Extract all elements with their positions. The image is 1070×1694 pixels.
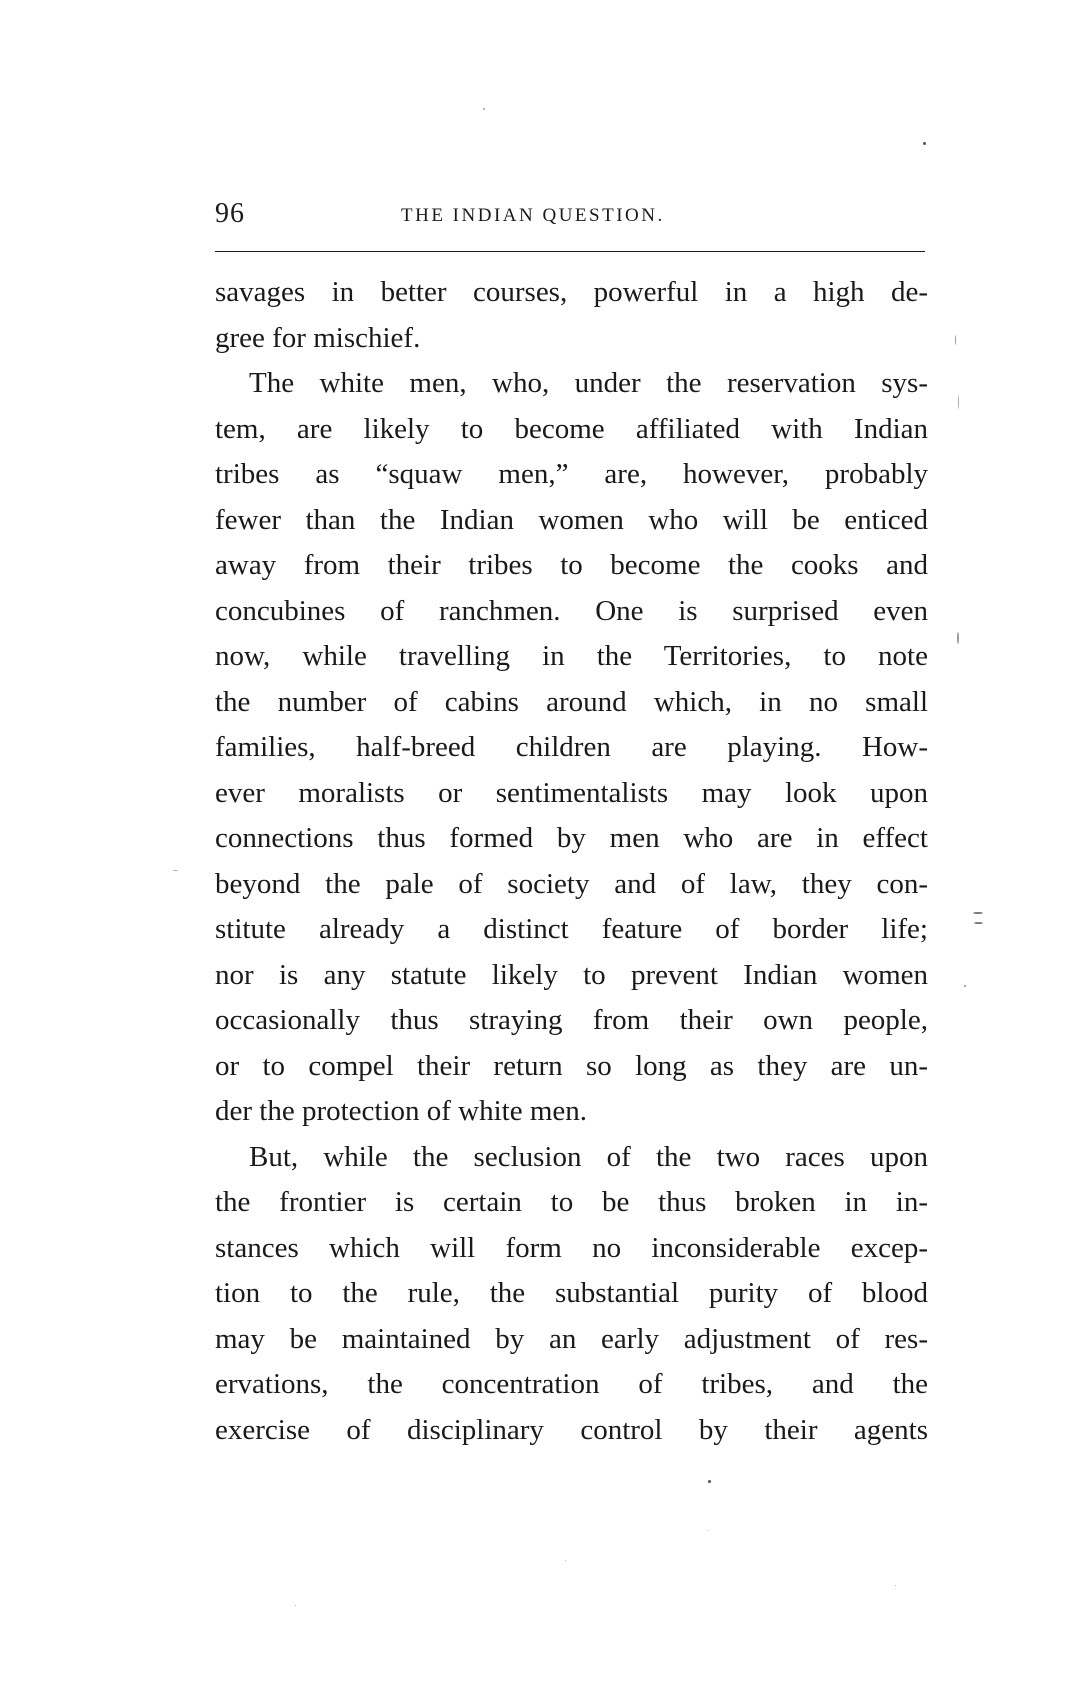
text-line: or to compel their return so long as they are un-	[215, 1049, 928, 1082]
body-text	[215, 270, 928, 1453]
text-line: ervations, the concentration of tribes, and the	[215, 1368, 928, 1400]
text-line: But, while the seclusion of the two races upon	[249, 1140, 928, 1173]
text-line: der the protection of white men.	[215, 1095, 588, 1127]
scan-speck	[708, 1480, 711, 1483]
scan-speck	[957, 632, 959, 644]
scan-speck	[895, 1585, 896, 1586]
text-line: tribes as “squaw men,” are, however, probably	[215, 458, 928, 490]
scan-speck	[483, 108, 485, 110]
running-title: THE INDIAN QUESTION.	[401, 205, 665, 226]
text-line: the frontier is certain to be thus broken in in-	[215, 1186, 928, 1218]
text-line: families, half-breed children are playing. How-	[215, 731, 928, 763]
text-line: concubines of ranchmen. One is surprised even	[215, 594, 928, 627]
text-line: the number of cabins around which, in no small	[215, 685, 928, 718]
running-head	[215, 198, 925, 238]
text-line: connections thus formed by men who are in effect	[215, 822, 928, 854]
scan-speck	[958, 395, 959, 409]
text-line: now, while travelling in the Territories, to note	[215, 640, 928, 672]
text-line: stitute already a distinct feature of border life;	[215, 913, 928, 945]
text-line: away from their tribes to become the cooks and	[215, 549, 928, 581]
text-line: may be maintained by an early adjustment of res-	[215, 1322, 928, 1355]
text-line: fewer than the Indian women who will be enticed	[215, 503, 928, 536]
scan-speck	[973, 912, 983, 914]
text-line: occasionally thus straying from their own people,	[215, 1004, 928, 1036]
scan-speck	[173, 870, 178, 871]
scan-speck	[295, 1605, 296, 1606]
scan-speck	[708, 1530, 709, 1531]
text-line: stances which will form no inconsiderable excep-	[215, 1231, 928, 1264]
text-line: savages in better courses, powerful in a high de-	[215, 276, 928, 308]
text-line: exercise of disciplinary control by their agents	[215, 1413, 928, 1446]
scan-speck	[923, 142, 926, 145]
paragraph	[215, 361, 928, 1135]
scan-speck	[974, 922, 983, 924]
scan-speck	[964, 985, 966, 987]
text-line: ever moralists or sentimentalists may look upon	[215, 776, 928, 809]
text-line: The white men, who, under the reservation sys-	[249, 367, 928, 399]
text-line: nor is any statute likely to prevent Indian women	[215, 958, 928, 991]
paragraph	[215, 1135, 928, 1454]
paragraph	[215, 270, 928, 361]
text-line: beyond the pale of society and of law, they con-	[215, 867, 928, 900]
header-rule	[215, 251, 925, 252]
text-line: tion to the rule, the substantial purity of blood	[215, 1277, 928, 1309]
text-line: gree for mischief.	[215, 321, 421, 354]
text-line: tem, are likely to become affiliated with Indian	[215, 412, 928, 445]
scan-speck	[565, 1560, 566, 1561]
page-number: 96	[215, 198, 245, 229]
scan-speck	[955, 335, 956, 345]
